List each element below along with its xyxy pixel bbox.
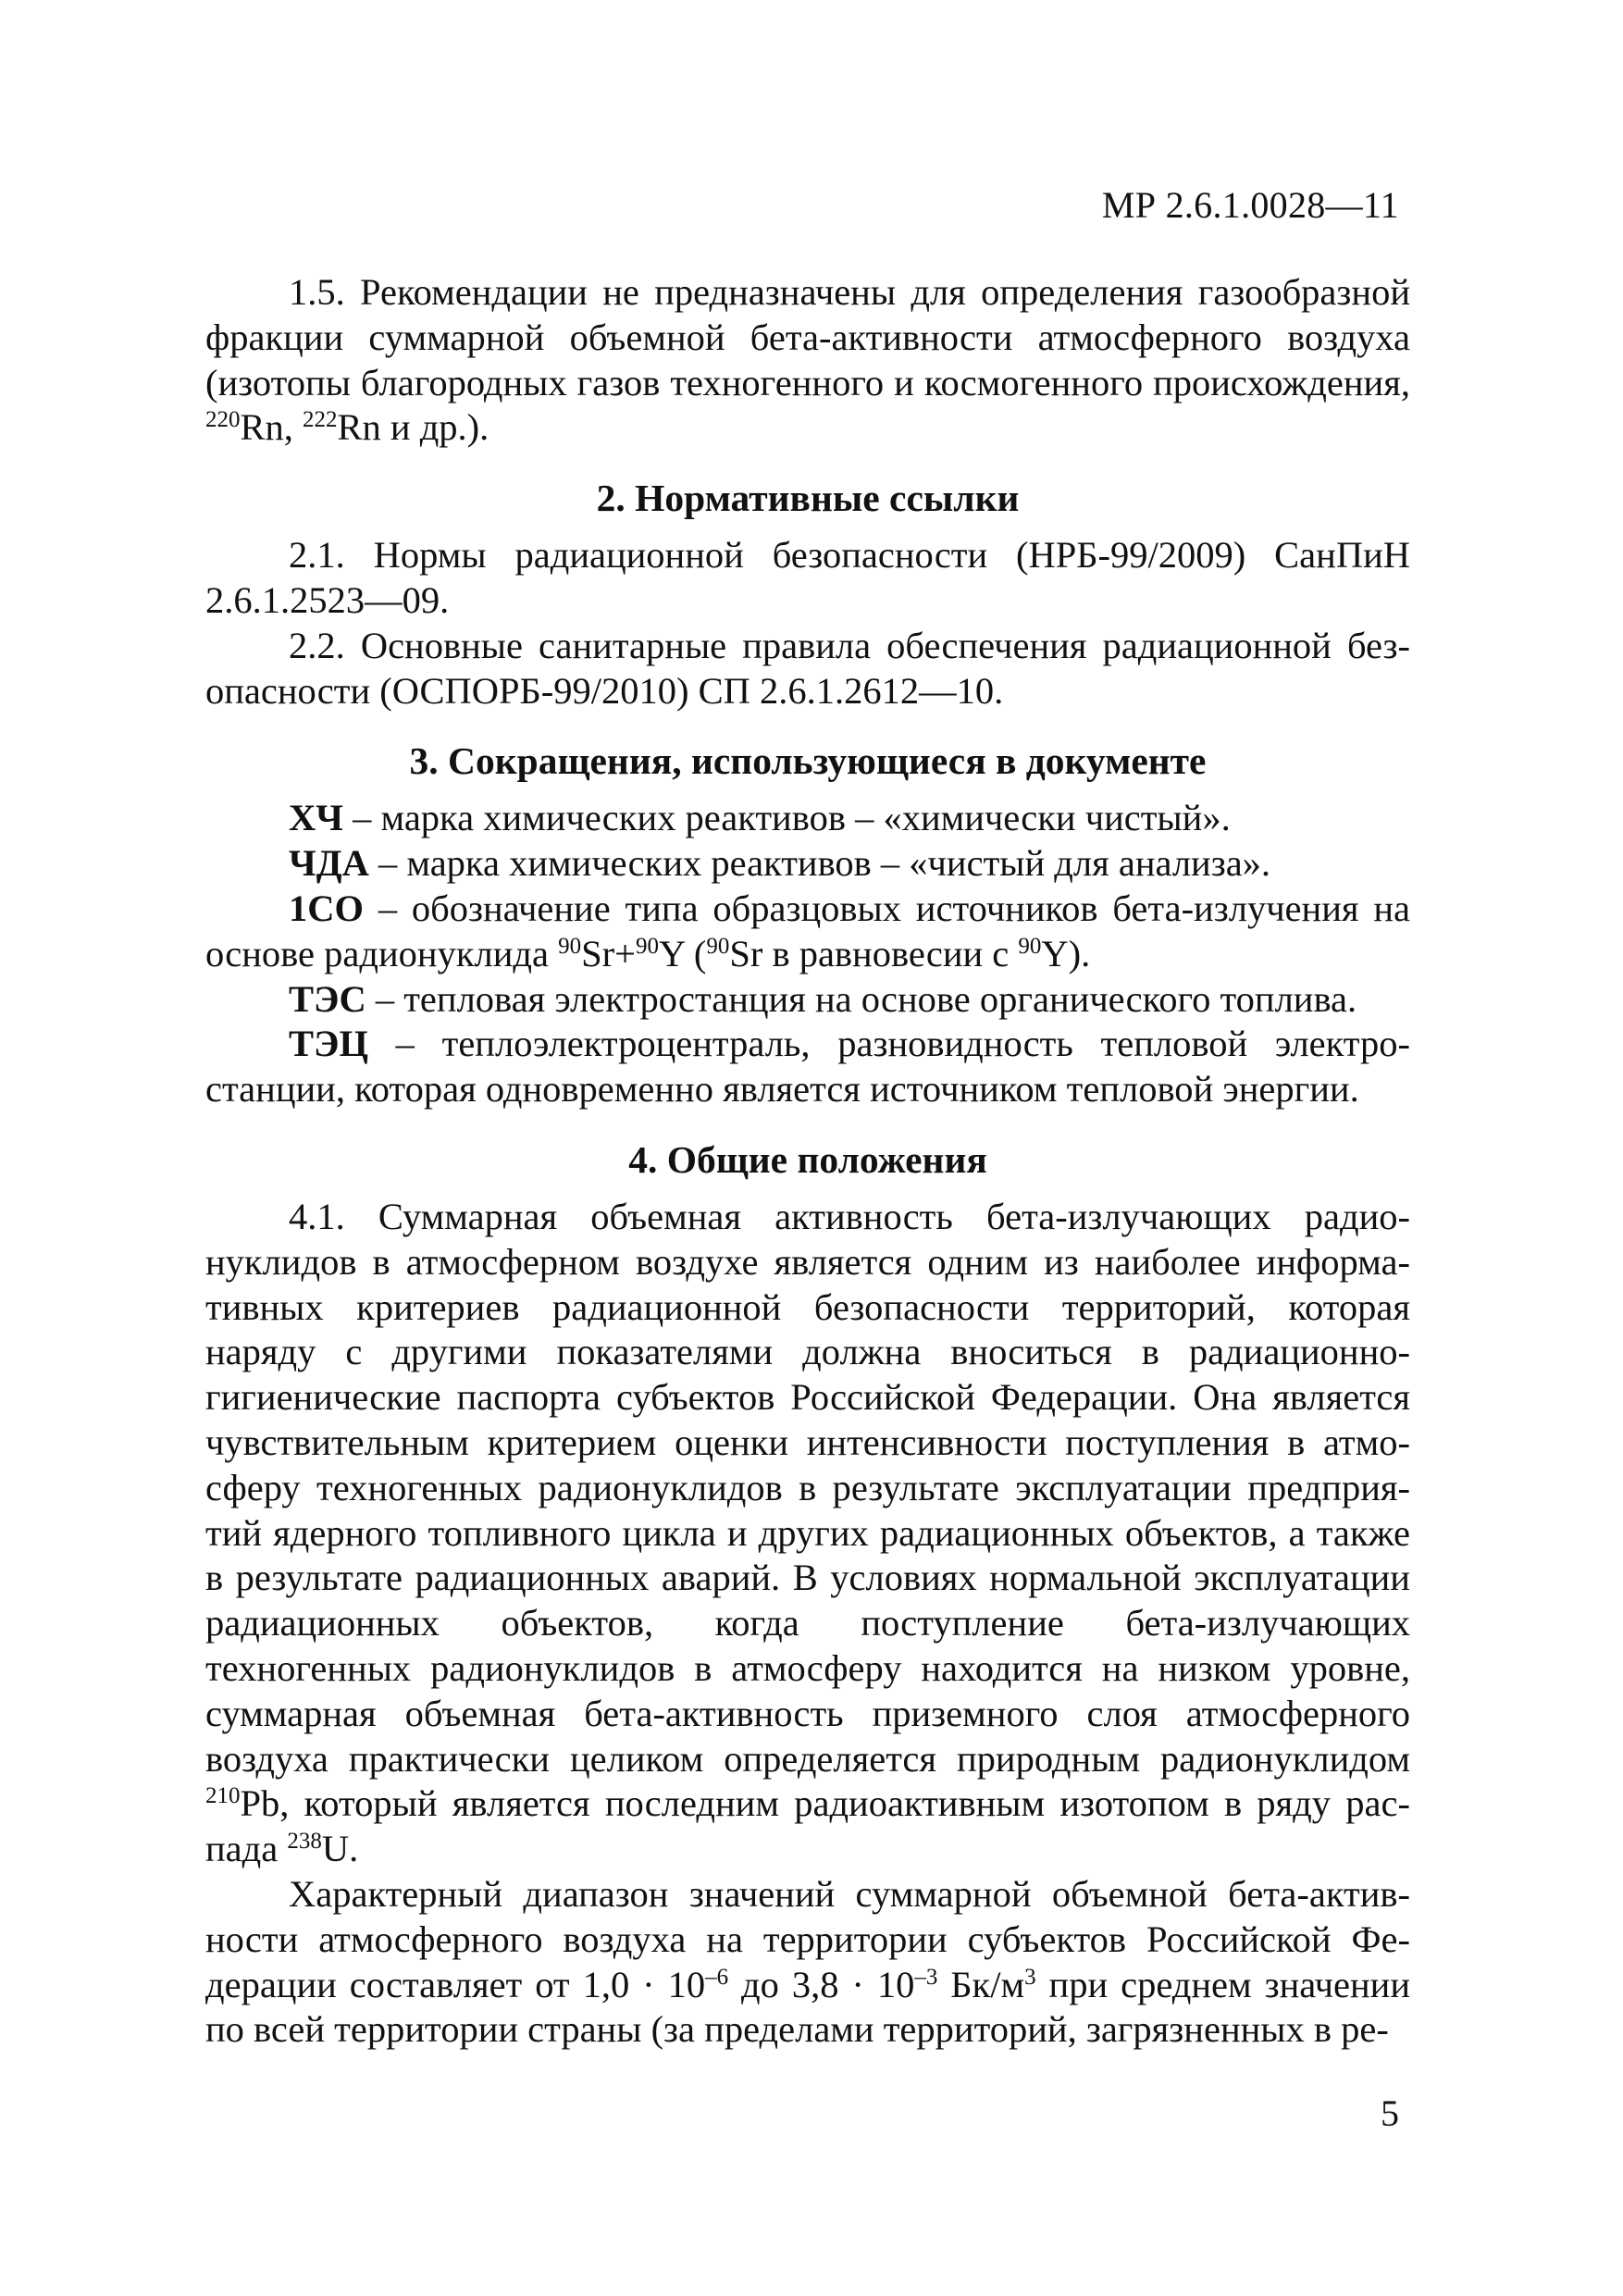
paragraph-2-2: 2.2. Основные санитарные правила обеспечения радиационной безопасности (ОСПОРБ-99/2010) СП 2.6.1.2612—10. (205, 624, 1410, 712)
section-4-heading: 4. Общие положения (628, 1137, 987, 1181)
section-2-heading: 2. Нормативные ссылки (596, 477, 1020, 520)
document-body (205, 270, 1410, 2053)
paragraph-4-1: 4.1. Суммарная объемная активность бета-излучающих радионуклидов в атмосферном воздухе является одним из наиболее информативных критериев радиационной безопасности территорий, которая наряду с другими показателями должна вноситься в радиационно-гигиенические паспорта субъектов Российской Федерации. Она является чувствительным критерием оценки интенсивности поступления в атмосферу техногенных радионуклидов в результате эксплуатации предприятий ядерного топливного цикла и других радиационных объектов, а также в результате радиационных аварий. В условиях нормальной эксплуатации радиационных объектов, когда поступление бета-излучающих техногенных радионуклидов в атмосферу находится на низком уровне, суммарная объемная бета-активность приземного слоя атмосферного воздуха практически целиком определяется природным радионуклидом $^{210}$Pb, который является последним радиоактивным изотопом в ряду распада $^{238}$U. (205, 1195, 1410, 1870)
paragraph-1-5: 1.5. Рекомендации не предназначены для определения газообразной фракции суммарной объемной бета-активности атмосферного воздуха (изотопы благородных газов техногенного и космогенного происхождения, $^{220}$Rn, $^{222}$Rn и др.). (205, 271, 1410, 449)
abbr-tec: ТЭЦ – теплоэлектроцентраль, разновидность тепловой электростанции, которая одновременно является источником тепловой энергии. (205, 1023, 1410, 1111)
section-3-heading: 3. Сокращения, использующиеся в документе (409, 739, 1207, 783)
abbr-xch: ХЧ – марка химических реактивов – «химически чистый». (289, 797, 1231, 839)
abbr-1co: 1СО – обозначение типа образцовых источников бета-излучения на основе радионуклида $^{90}$Sr+$^{90}$Y ($^{90}$Sr в равновесии с $^{90}$Y). (205, 887, 1410, 974)
paragraph-2-1: 2.1. Нормы радиационной безопасности (НРБ-99/2009) СанПиН 2.6.1.2523—09. (205, 534, 1410, 621)
page-number: 5 (1381, 2092, 1399, 2134)
abbr-tes: ТЭС – тепловая электростанция на основе органического топлива. (289, 977, 1357, 1020)
document-code: МР 2.6.1.0028—11 (1101, 184, 1399, 226)
paragraph-4-1-range: Характерный диапазон значений суммарной объемной бета-активности атмосферного воздуха на территории субъектов Российской Федерации составляет от $1,0 \cdot 10^{-6}$ до $3,8 \cdot 10^{-3}$ $Бк/м^3$ при среднем значении по всей территории страны (за пределами территорий, загрязненных в ре- (205, 1872, 1410, 2051)
abbr-chda: ЧДА – марка химических реактивов – «чистый для анализа». (289, 842, 1271, 885)
